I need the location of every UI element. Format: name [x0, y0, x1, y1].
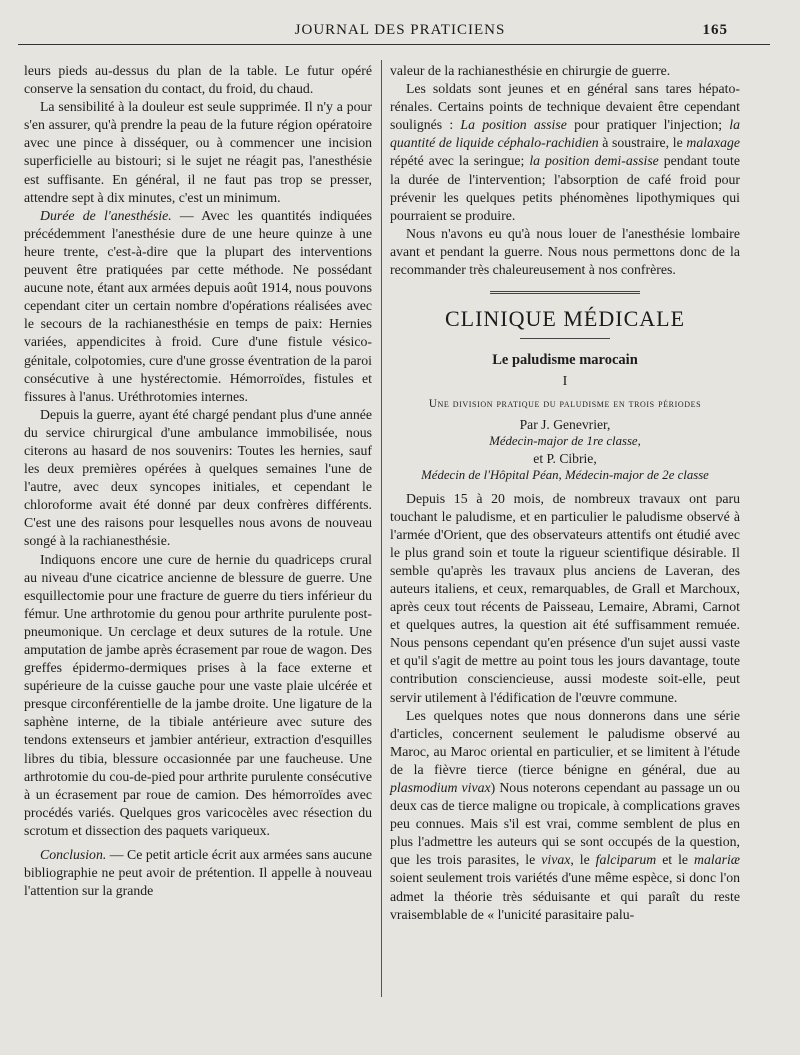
paragraph: Durée de l'anesthésie. — Avec les quantités indiquées précédemment l'anesthésie dure de une heure quinze à une heure trente, c'est-à-dire que la plupart des interventions peuvent être pratiquées par cette méthode. Ne possédant aucune note, étant aux armées depuis août 1914, nous pouvons cependant citer un certain nombre d'opérations réalisées avec le secours de la rachianesthésie en temps de paix: Hernies variées, appendicites à froid. Cure d'une fistule vésico-génitale, colpotomies, cure d'une grosse éventration de la paroi consécutive à une hystérectomie. Hémorroïdes, fistules et fissures à l'anus. Uréthrotomies internes.: [24, 207, 372, 404]
author-line: Par J. Genevrier,: [519, 416, 611, 432]
paragraph: Depuis 15 à 20 mois, de nombreux travaux ont paru touchant le paludisme, et en particulier le paludisme observé à l'armée d'Orient, que des observateurs attentifs ont étudié avec le plus grand soin et toute la rigueur scientifique désirable. Il semble qu'après les travaux plus anciens de Laveran, des auteurs italiens, et ceux, remarquables, de Grall et Marchoux, après ceux tout récents de Paisseau, Lemaire, Abrami, Carnot et quelques autres, la question ait été suffisamment remuée. Nous pensons cependant qu'en présence d'un sujet aussi vaste et qu'il s'agit de mettre au point tous les jours davantage, toute contribution consciencieuse, aussi modeste soit-elle, peut servir utilement à l'édification de l'œuvre commune.: [390, 490, 740, 705]
paragraph: Les quelques notes que nous donnerons dans une série d'articles, concernent seulement le paludisme observé au Maroc, au Maroc oriental en particulier, et se limitent à l'étude de la fièvre tierce (tierce bénigne en général, due au plasmodium vivax) Nous noterons cependant au passage un ou deux cas de tierce maligne ou tropicale, à complications graves peu connues. Mais s'il est vrai, comme semblent de plus en plus l'admettre les auteurs qui se sont occupés de la question, que les trois parasites, le vivax, le falciparum et le malariæ soient seulement trois variétés d'une même espèce, si donc l'on admet la théorie très séduisante et qui paraît du reste vraisemblable de « l'unicité parasitaire palu-: [390, 707, 741, 922]
section-title: CLINIQUE MÉDICALE: [444, 306, 686, 332]
page-number: 165: [702, 22, 728, 38]
paragraph-lead: Conclusion.: [40, 847, 107, 863]
paragraph: La sensibilité à la douleur est seule supprimée. Il n'y a pour s'en assurer, qu'à prendre la peau de la future région opératoire avec une pince à disséquer, ou à commencer une incision superficielle au bistouri; si le sujet ne réagit pas, l'anesthésie est suffisante. En général, il ne faut pas trop se presser, attendre sept à dix minutes, c'est un minimum.: [24, 99, 372, 205]
article-heading: Une division pratique du paludisme en trois périodes: [428, 398, 702, 411]
paragraph: valeur de la rachianesthésie en chirurgie de guerre.: [390, 63, 671, 78]
section-rule: [520, 338, 610, 339]
author-role: Médecin-major de 1re classe,: [489, 433, 641, 448]
left-column: [24, 62, 372, 900]
article-title: Le paludisme marocain: [492, 352, 638, 369]
paragraph-lead: Durée de l'anesthésie.: [40, 207, 172, 223]
column-divider: [381, 60, 382, 997]
paragraph: Indiquons encore une cure de hernie du quadriceps crural au niveau d'une cicatrice ancienne de blessure de guerre. Une esquillectomie pour une fracture de guerre du tiers inférieur du fémur. Une arthrotomie du genou pour arthrite purulente post-pneumonique. Un cerclage et deux sutures de la rotule. Une amputation de jambe après écrasement par roue de wagon. Des greffes épidermo-dermiques prises à la face externe et supérieure de la cuisse gauche pour une vaste plaie ulcérée et presque circonférentielle de la jambe droite. Une ligature de la saphène interne, de la tibiale antérieure avec suture des tendons extenseurs et jambier antérieur, extraction d'esquilles libres du tibia, blessure occasionnée par une faucheuse. Une arthrotomie du cou-de-pied pour arthrite purulente consécutive à un écrasement par roue de camion. Des hémorroïdes avec procédés variés. Quelques gros varicocèles avec résection du scrotum et dissection des paquets variqueux.: [24, 551, 372, 838]
author-line: et P. Cibrie,: [533, 450, 597, 466]
paragraph: Conclusion. — Ce petit article écrit aux armées sans aucune bibliographie ne peut avoir de prétention. Il appelle à nouveau l'attention sur la grande: [24, 847, 372, 899]
paragraph: Les soldats sont jeunes et en général sans tares hépato-rénales. Certains points de technique devaient être cependant soulignés : La position assise pour pratiquer l'injection; la quantité de liquide céphalo-rachidien à soustraire, le malaxage répété avec la seringue; la position demi-assise pendant toute la durée de l'intervention; l'absorption de café froid pour prévenir les quelques petits phénomènes lipothymiques qui pourraient se produire.: [390, 81, 740, 223]
running-header: [0, 22, 800, 44]
section-separator: [490, 291, 640, 294]
part-number: I: [562, 374, 568, 390]
author-role: Médecin de l'Hôpital Péan, Médecin-major de 2e classe: [421, 467, 709, 482]
paragraph: Nous n'avons eu qu'à nous louer de l'anesthésie lombaire avant et pendant la guerre. Nous nous permettons donc de la recommander très chaleureusement à nos confrères.: [390, 225, 740, 278]
journal-title: JOURNAL DES PRATICIENS: [294, 22, 506, 38]
paragraph: leurs pieds au-dessus du plan de la table. Le futur opéré conserve la sensation du contact, du froid, du chaud.: [24, 63, 372, 97]
right-column: [390, 62, 740, 924]
header-rule: [18, 44, 770, 45]
paragraph: Depuis la guerre, ayant été chargé pendant plus d'une année du service chirurgical d'une ambulance immobilisée, nous citerons au hasard de nos souvenirs: Toutes les hernies, sauf les deux premières opérées à quelques semaines l'une de l'autre, avec deux syncopes initiales, et cependant le chloroforme avait été donné par deux confrères différents. C'est une des raisons pour lesquelles nous avons de nouveau songé à la rachianesthésie.: [24, 406, 372, 549]
